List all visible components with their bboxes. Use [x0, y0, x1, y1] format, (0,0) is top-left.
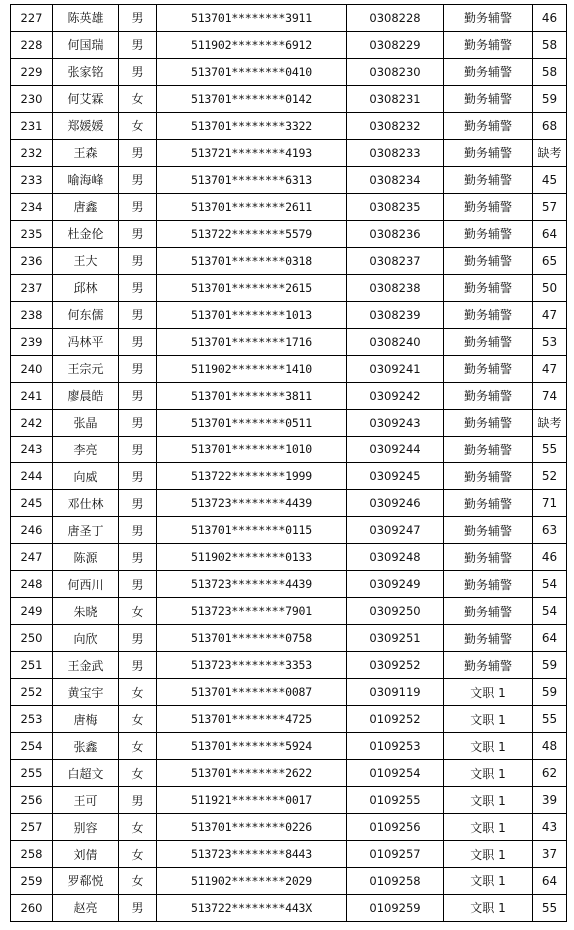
position-cell: 勤务辅警: [444, 598, 533, 625]
score-cell: 46: [533, 544, 567, 571]
score-cell: 52: [533, 463, 567, 490]
exam-number-cell: 0308236: [347, 220, 444, 247]
gender-cell: 男: [119, 247, 157, 274]
seq-cell: 246: [11, 517, 53, 544]
id-number-cell: 513701********5924: [157, 733, 347, 760]
score-cell: 46: [533, 5, 567, 32]
gender-cell: 女: [119, 760, 157, 787]
exam-number-cell: 0309241: [347, 355, 444, 382]
gender-cell: 男: [119, 274, 157, 301]
seq-cell: 240: [11, 355, 53, 382]
name-cell: 王可: [53, 787, 119, 814]
seq-cell: 239: [11, 328, 53, 355]
id-number-cell: 513701********4725: [157, 706, 347, 733]
score-cell: 缺考: [533, 139, 567, 166]
seq-cell: 235: [11, 220, 53, 247]
position-cell: 文职 1: [444, 841, 533, 868]
table-row: [11, 139, 567, 166]
position-cell: 文职 1: [444, 894, 533, 921]
table-row: [11, 355, 567, 382]
position-cell: 勤务辅警: [444, 544, 533, 571]
gender-cell: 男: [119, 382, 157, 409]
name-cell: 张鑫: [53, 733, 119, 760]
exam-number-cell: 0308237: [347, 247, 444, 274]
score-cell: 59: [533, 85, 567, 112]
position-cell: 文职 1: [444, 760, 533, 787]
position-cell: 勤务辅警: [444, 355, 533, 382]
score-cell: 37: [533, 841, 567, 868]
score-cell: 50: [533, 274, 567, 301]
table-row: [11, 517, 567, 544]
id-number-cell: 513701********1716: [157, 328, 347, 355]
seq-cell: 227: [11, 5, 53, 32]
gender-cell: 女: [119, 706, 157, 733]
seq-cell: 258: [11, 841, 53, 868]
table-row: [11, 301, 567, 328]
position-cell: 勤务辅警: [444, 490, 533, 517]
exam-number-cell: 0308239: [347, 301, 444, 328]
id-number-cell: 513701********2611: [157, 193, 347, 220]
seq-cell: 230: [11, 85, 53, 112]
table-row: [11, 841, 567, 868]
gender-cell: 男: [119, 139, 157, 166]
seq-cell: 242: [11, 409, 53, 436]
position-cell: 文职 1: [444, 814, 533, 841]
table-row: [11, 894, 567, 921]
position-cell: 勤务辅警: [444, 193, 533, 220]
score-cell: 68: [533, 112, 567, 139]
position-cell: 勤务辅警: [444, 247, 533, 274]
seq-cell: 247: [11, 544, 53, 571]
position-cell: 勤务辅警: [444, 166, 533, 193]
gender-cell: 女: [119, 814, 157, 841]
score-cell: 45: [533, 166, 567, 193]
seq-cell: 249: [11, 598, 53, 625]
seq-cell: 241: [11, 382, 53, 409]
gender-cell: 男: [119, 58, 157, 85]
exam-number-cell: 0309247: [347, 517, 444, 544]
name-cell: 罗郗悦: [53, 868, 119, 895]
position-cell: 勤务辅警: [444, 571, 533, 598]
seq-cell: 254: [11, 733, 53, 760]
id-number-cell: 513722********1999: [157, 463, 347, 490]
name-cell: 陈英雄: [53, 5, 119, 32]
exam-number-cell: 0309249: [347, 571, 444, 598]
id-number-cell: 513701********0511: [157, 409, 347, 436]
score-cell: 63: [533, 517, 567, 544]
score-cell: 59: [533, 652, 567, 679]
position-cell: 勤务辅警: [444, 5, 533, 32]
exam-number-cell: 0309251: [347, 625, 444, 652]
table-row: [11, 625, 567, 652]
name-cell: 张晶: [53, 409, 119, 436]
id-number-cell: 513723********7901: [157, 598, 347, 625]
gender-cell: 男: [119, 328, 157, 355]
position-cell: 勤务辅警: [444, 625, 533, 652]
name-cell: 别容: [53, 814, 119, 841]
score-cell: 缺考: [533, 409, 567, 436]
exam-number-cell: 0309252: [347, 652, 444, 679]
name-cell: 王森: [53, 139, 119, 166]
position-cell: 勤务辅警: [444, 652, 533, 679]
gender-cell: 女: [119, 868, 157, 895]
seq-cell: 234: [11, 193, 53, 220]
seq-cell: 251: [11, 652, 53, 679]
seq-cell: 231: [11, 112, 53, 139]
score-cell: 71: [533, 490, 567, 517]
table-row: [11, 814, 567, 841]
seq-cell: 256: [11, 787, 53, 814]
id-number-cell: 513701********0318: [157, 247, 347, 274]
position-cell: 勤务辅警: [444, 112, 533, 139]
seq-cell: 243: [11, 436, 53, 463]
seq-cell: 236: [11, 247, 53, 274]
position-cell: 勤务辅警: [444, 463, 533, 490]
id-number-cell: 513721********4193: [157, 139, 347, 166]
table-row: [11, 679, 567, 706]
name-cell: 何国瑞: [53, 31, 119, 58]
seq-cell: 248: [11, 571, 53, 598]
gender-cell: 男: [119, 544, 157, 571]
position-cell: 勤务辅警: [444, 274, 533, 301]
exam-number-cell: 0308229: [347, 31, 444, 58]
name-cell: 王宗元: [53, 355, 119, 382]
table-row: [11, 31, 567, 58]
name-cell: 向欣: [53, 625, 119, 652]
exam-number-cell: 0308233: [347, 139, 444, 166]
seq-cell: 228: [11, 31, 53, 58]
name-cell: 邱林: [53, 274, 119, 301]
name-cell: 冯林平: [53, 328, 119, 355]
score-cell: 58: [533, 58, 567, 85]
table-row: [11, 166, 567, 193]
results-table: [10, 4, 567, 922]
name-cell: 向威: [53, 463, 119, 490]
name-cell: 唐梅: [53, 706, 119, 733]
seq-cell: 237: [11, 274, 53, 301]
gender-cell: 男: [119, 31, 157, 58]
table-row: [11, 490, 567, 517]
id-number-cell: 513701********1013: [157, 301, 347, 328]
table-row: [11, 760, 567, 787]
table-row: [11, 112, 567, 139]
exam-number-cell: 0309250: [347, 598, 444, 625]
score-cell: 64: [533, 220, 567, 247]
id-number-cell: 513701********0115: [157, 517, 347, 544]
name-cell: 唐圣丁: [53, 517, 119, 544]
exam-number-cell: 0308228: [347, 5, 444, 32]
table-row: [11, 328, 567, 355]
id-number-cell: 513701********3811: [157, 382, 347, 409]
id-number-cell: 511902********0133: [157, 544, 347, 571]
position-cell: 勤务辅警: [444, 31, 533, 58]
gender-cell: 男: [119, 787, 157, 814]
gender-cell: 男: [119, 894, 157, 921]
exam-number-cell: 0308232: [347, 112, 444, 139]
id-number-cell: 513701********3322: [157, 112, 347, 139]
seq-cell: 229: [11, 58, 53, 85]
id-number-cell: 513723********4439: [157, 571, 347, 598]
seq-cell: 238: [11, 301, 53, 328]
name-cell: 刘倩: [53, 841, 119, 868]
gender-cell: 男: [119, 355, 157, 382]
gender-cell: 男: [119, 490, 157, 517]
seq-cell: 253: [11, 706, 53, 733]
exam-number-cell: 0109255: [347, 787, 444, 814]
position-cell: 勤务辅警: [444, 85, 533, 112]
id-number-cell: 511902********1410: [157, 355, 347, 382]
exam-number-cell: 0308234: [347, 166, 444, 193]
name-cell: 王大: [53, 247, 119, 274]
exam-number-cell: 0109254: [347, 760, 444, 787]
id-number-cell: 511902********2029: [157, 868, 347, 895]
score-cell: 55: [533, 706, 567, 733]
gender-cell: 男: [119, 652, 157, 679]
name-cell: 何东儒: [53, 301, 119, 328]
id-number-cell: 513722********443X: [157, 894, 347, 921]
score-cell: 64: [533, 868, 567, 895]
position-cell: 文职 1: [444, 679, 533, 706]
id-number-cell: 513701********0142: [157, 85, 347, 112]
table-row: [11, 409, 567, 436]
gender-cell: 男: [119, 436, 157, 463]
score-cell: 54: [533, 598, 567, 625]
table-row: [11, 733, 567, 760]
table-row: [11, 463, 567, 490]
exam-number-cell: 0309248: [347, 544, 444, 571]
score-cell: 62: [533, 760, 567, 787]
name-cell: 黄宝宇: [53, 679, 119, 706]
exam-number-cell: 0308240: [347, 328, 444, 355]
gender-cell: 女: [119, 598, 157, 625]
score-cell: 47: [533, 301, 567, 328]
name-cell: 王金武: [53, 652, 119, 679]
exam-number-cell: 0109257: [347, 841, 444, 868]
id-number-cell: 513723********4439: [157, 490, 347, 517]
gender-cell: 男: [119, 220, 157, 247]
table-row: [11, 247, 567, 274]
gender-cell: 男: [119, 5, 157, 32]
id-number-cell: 513701********2615: [157, 274, 347, 301]
score-cell: 55: [533, 436, 567, 463]
gender-cell: 男: [119, 571, 157, 598]
exam-number-cell: 0308231: [347, 85, 444, 112]
table-row: [11, 382, 567, 409]
seq-cell: 255: [11, 760, 53, 787]
score-cell: 57: [533, 193, 567, 220]
exam-number-cell: 0109252: [347, 706, 444, 733]
gender-cell: 男: [119, 625, 157, 652]
seq-cell: 244: [11, 463, 53, 490]
name-cell: 郑媛媛: [53, 112, 119, 139]
seq-cell: 233: [11, 166, 53, 193]
name-cell: 朱晓: [53, 598, 119, 625]
score-cell: 47: [533, 355, 567, 382]
score-cell: 74: [533, 382, 567, 409]
id-number-cell: 513701********2622: [157, 760, 347, 787]
table-row: [11, 868, 567, 895]
gender-cell: 男: [119, 517, 157, 544]
gender-cell: 男: [119, 193, 157, 220]
name-cell: 何艾霖: [53, 85, 119, 112]
position-cell: 文职 1: [444, 706, 533, 733]
position-cell: 勤务辅警: [444, 328, 533, 355]
gender-cell: 男: [119, 301, 157, 328]
seq-cell: 257: [11, 814, 53, 841]
table-row: [11, 571, 567, 598]
id-number-cell: 513701********1010: [157, 436, 347, 463]
table-row: [11, 706, 567, 733]
table-row: [11, 85, 567, 112]
score-cell: 65: [533, 247, 567, 274]
exam-number-cell: 0309245: [347, 463, 444, 490]
table-row: [11, 5, 567, 32]
exam-number-cell: 0308230: [347, 58, 444, 85]
id-number-cell: 513701********3911: [157, 5, 347, 32]
score-cell: 39: [533, 787, 567, 814]
seq-cell: 252: [11, 679, 53, 706]
id-number-cell: 511921********0017: [157, 787, 347, 814]
table-row: [11, 274, 567, 301]
gender-cell: 女: [119, 85, 157, 112]
exam-number-cell: 0309119: [347, 679, 444, 706]
id-number-cell: 513701********0758: [157, 625, 347, 652]
gender-cell: 男: [119, 409, 157, 436]
name-cell: 张家铭: [53, 58, 119, 85]
exam-number-cell: 0309243: [347, 409, 444, 436]
gender-cell: 女: [119, 679, 157, 706]
table-row: [11, 652, 567, 679]
position-cell: 勤务辅警: [444, 220, 533, 247]
position-cell: 勤务辅警: [444, 409, 533, 436]
name-cell: 李亮: [53, 436, 119, 463]
score-cell: 59: [533, 679, 567, 706]
seq-cell: 259: [11, 868, 53, 895]
position-cell: 勤务辅警: [444, 139, 533, 166]
exam-number-cell: 0309242: [347, 382, 444, 409]
name-cell: 赵亮: [53, 894, 119, 921]
seq-cell: 250: [11, 625, 53, 652]
id-number-cell: 513723********3353: [157, 652, 347, 679]
score-cell: 55: [533, 894, 567, 921]
id-number-cell: 513701********0226: [157, 814, 347, 841]
table-row: [11, 193, 567, 220]
table-row: [11, 598, 567, 625]
name-cell: 陈源: [53, 544, 119, 571]
table-row: [11, 220, 567, 247]
name-cell: 唐鑫: [53, 193, 119, 220]
position-cell: 勤务辅警: [444, 58, 533, 85]
position-cell: 文职 1: [444, 868, 533, 895]
exam-number-cell: 0109253: [347, 733, 444, 760]
name-cell: 何西川: [53, 571, 119, 598]
table-row: [11, 58, 567, 85]
name-cell: 杜金伦: [53, 220, 119, 247]
name-cell: 喻海峰: [53, 166, 119, 193]
id-number-cell: 513701********6313: [157, 166, 347, 193]
score-cell: 48: [533, 733, 567, 760]
id-number-cell: 513722********5579: [157, 220, 347, 247]
gender-cell: 男: [119, 166, 157, 193]
position-cell: 勤务辅警: [444, 382, 533, 409]
gender-cell: 男: [119, 463, 157, 490]
exam-number-cell: 0309246: [347, 490, 444, 517]
name-cell: 廖晨皓: [53, 382, 119, 409]
table-body: [11, 5, 567, 922]
exam-number-cell: 0109258: [347, 868, 444, 895]
name-cell: 邓仕林: [53, 490, 119, 517]
exam-number-cell: 0308235: [347, 193, 444, 220]
id-number-cell: 511902********6912: [157, 31, 347, 58]
seq-cell: 260: [11, 894, 53, 921]
table-row: [11, 544, 567, 571]
id-number-cell: 513701********0087: [157, 679, 347, 706]
exam-number-cell: 0109256: [347, 814, 444, 841]
position-cell: 勤务辅警: [444, 517, 533, 544]
exam-number-cell: 0308238: [347, 274, 444, 301]
id-number-cell: 513701********0410: [157, 58, 347, 85]
position-cell: 勤务辅警: [444, 436, 533, 463]
score-cell: 64: [533, 625, 567, 652]
position-cell: 勤务辅警: [444, 301, 533, 328]
score-cell: 58: [533, 31, 567, 58]
score-cell: 53: [533, 328, 567, 355]
gender-cell: 女: [119, 733, 157, 760]
position-cell: 文职 1: [444, 733, 533, 760]
name-cell: 白超文: [53, 760, 119, 787]
gender-cell: 女: [119, 841, 157, 868]
table-row: [11, 436, 567, 463]
score-cell: 43: [533, 814, 567, 841]
table-row: [11, 787, 567, 814]
exam-number-cell: 0309244: [347, 436, 444, 463]
gender-cell: 女: [119, 112, 157, 139]
seq-cell: 232: [11, 139, 53, 166]
id-number-cell: 513723********8443: [157, 841, 347, 868]
exam-number-cell: 0109259: [347, 894, 444, 921]
position-cell: 文职 1: [444, 787, 533, 814]
seq-cell: 245: [11, 490, 53, 517]
score-cell: 54: [533, 571, 567, 598]
